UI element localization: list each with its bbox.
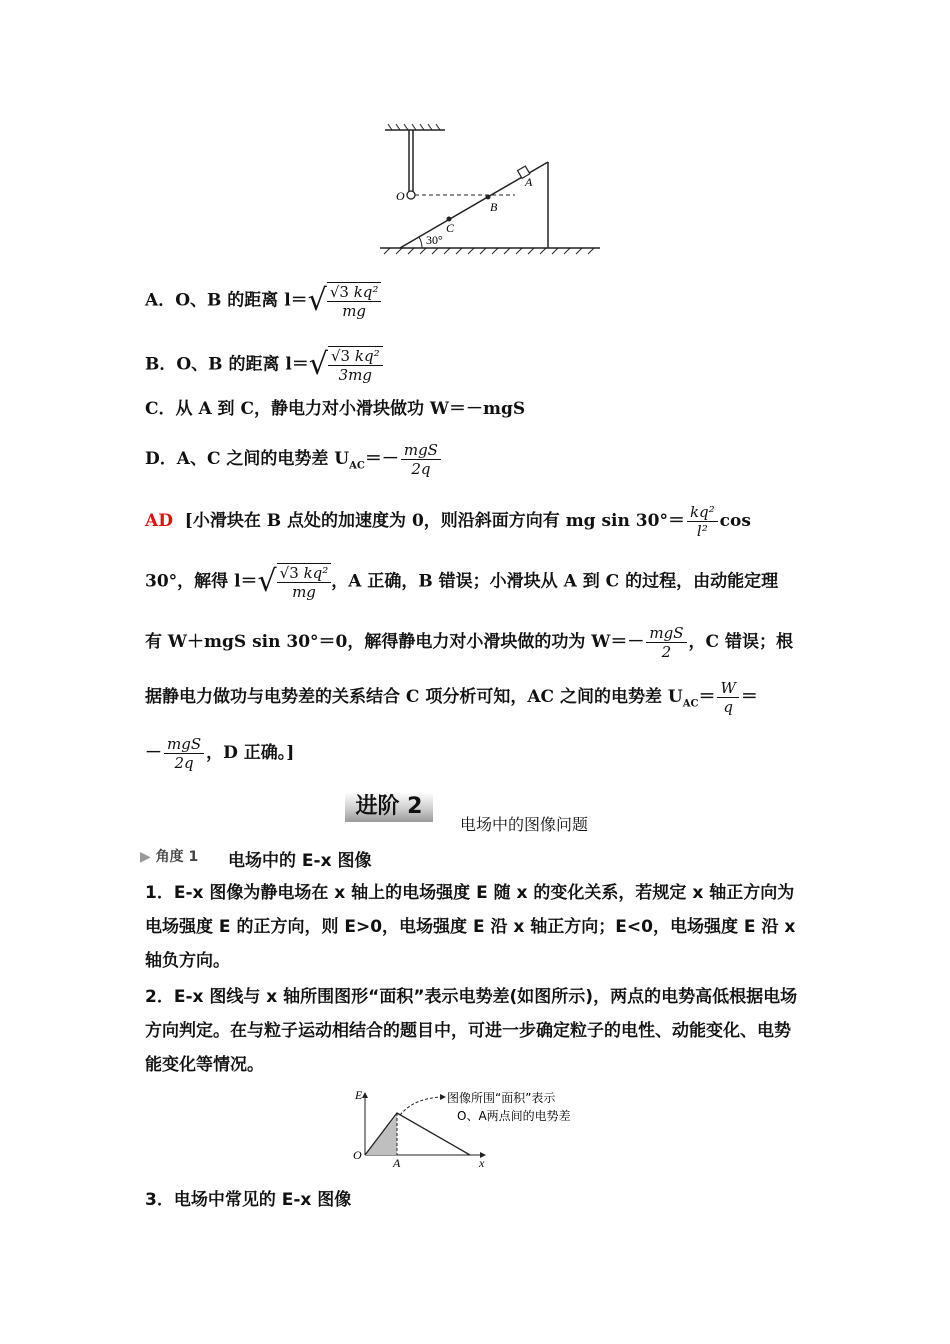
paragraph-2: 2．E-x 图线与 x 轴所围图形“面积”表示电势差(如图所示)，两点的电势高低根据电场方向判定。在与粒子运动相结合的题目中，可进一步确定粒子的电性、动能变化、电势能变化等情况。: [145, 987, 798, 1075]
label-c: C: [446, 221, 455, 235]
label-x: x: [479, 1156, 485, 1170]
option-c: C．从 A 到 C，静电力对小滑块做功 W＝－mgS: [145, 399, 526, 419]
option-d: D．A、C 之间的电势差 $U_{AC}=-$ $\frac{\text{mgS}}{2q}$: [145, 441, 443, 478]
label-a2: A: [393, 1156, 401, 1170]
triangle-icon: ▶: [140, 849, 151, 865]
label-a: A: [525, 175, 533, 189]
angle-tag: ▶ 角度 1: [140, 849, 199, 865]
angle-title: 电场中的 E-x 图像: [228, 851, 372, 871]
solution-line-2: 30°，解得 l＝√ $\frac{\text{√3 kq²}}{mg}$ ，A 正确，B 错误；小滑块从 A 到 C 的过程，由动能定理: [145, 564, 779, 601]
label-e: E: [355, 1088, 363, 1102]
paragraph-1: 1．E-x 图像为静电场在 x 轴上的电场强度 E 随 x 的变化关系，若规定 x 轴正方向为电场强度 E 的正方向，则 E>0，电场强度 E 沿 x 轴正方向；E<0，电场强度 E 沿 x 轴负方向。: [145, 883, 796, 971]
solution-line-4: 据静电力做功与电势差的关系结合 C 项分析可知，AC 之间的电势差 $U_{AC}=$ $\frac{W}{q}$ ＝: [145, 679, 758, 716]
option-a: A．O、B 的距离 l＝√ $\frac{\text{√3 kq²}}{mg}$: [145, 282, 381, 320]
paragraph-3: 3．电场中常见的 E-x 图像: [145, 1190, 352, 1210]
solution-line-3: 有 W＋mgS sin 30°＝0，解得静电力对小滑块做的功为 W＝－ $\frac{\text{mgS}}{2}$ ，C 错误；根: [145, 624, 793, 661]
answer-badge: AD: [145, 511, 173, 531]
label-o2: O: [353, 1148, 362, 1162]
section-subtitle: 电场中的图像问题: [460, 815, 589, 834]
section-badge: 进阶 2: [345, 792, 433, 822]
solution-line-1: AD [小滑块在 B 点处的加速度为 0，则沿斜面方向有 mg sin 30°＝ $\frac{\text{kq²}}{\text{l²}}$ cos: [145, 503, 751, 540]
label-angle: 30°: [426, 233, 443, 247]
ex-graph-figure: [345, 1085, 610, 1175]
note-line-1: 图像所围“面积”表示: [447, 1091, 556, 1105]
charge-o: [407, 191, 415, 199]
label-b: B: [490, 200, 498, 214]
incline-figure: [370, 120, 610, 260]
label-o: O: [396, 189, 405, 203]
option-b: B．O、B 的距离 l＝√ $\frac{\text{√3 kq²}}{3mg}$: [145, 346, 383, 384]
solution-line-5: － $\frac{\text{mgS}}{2q}$ ，D 正确。]: [145, 735, 295, 772]
note-line-2: O、A两点间的电势差: [457, 1109, 571, 1123]
